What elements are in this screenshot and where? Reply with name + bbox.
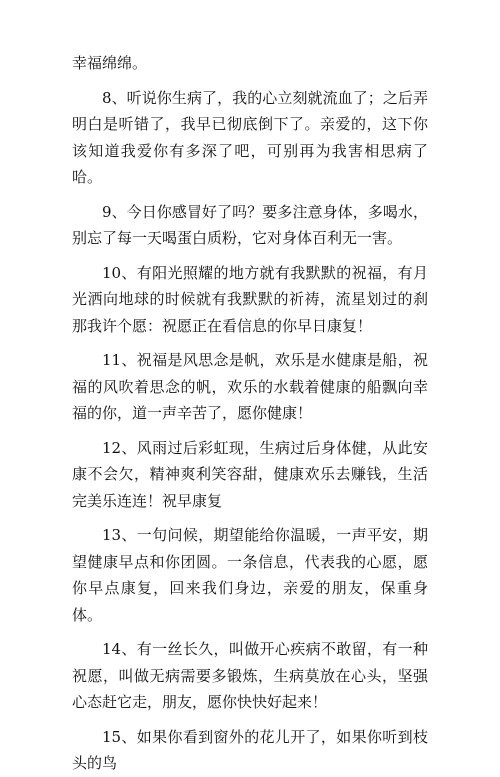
paragraph-item-11: 11、祝福是风思念是帆，欢乐是水健康是船，祝福的风吹着思念的帆，欢乐的水载着健康的船飘向幸福的你，道一声辛苦了，愿你健康！ [72, 351, 428, 422]
paragraph-item-12: 12、风雨过后彩虹现，生病过后身体健，从此安康不会欠，精神爽利笑容甜，健康欢乐去赚钱，生活完美乐连连！祝早康复 [72, 438, 428, 510]
paragraph-item-9: 9、今日你感冒好了吗？要多注意身体，多喝水，别忘了每一天喝蛋白质粉，它对身体百利无一害。 [72, 202, 428, 247]
paragraph-item-15: 15、如果你看到窗外的花儿开了，如果你听到枝头的鸟 [72, 727, 428, 772]
paragraph-continuation: 幸福绵绵。 [72, 54, 148, 72]
paragraph-item-13: 13、一句问候，期望能给你温暖，一声平安，期望健康早点和你团圆。一条信息，代表我的心愿，愿你早点康复，回来我们身边，亲爱的朋友，保重身体。 [72, 526, 428, 624]
paragraph-item-8: 8、听说你生病了，我的心立刻就流血了；之后弄明白是听错了，我早已彻底倒下了。亲爱的，这下你该知道我爱你有多深了吧，可别再为我害相思病了哈。 [72, 88, 428, 186]
paragraph-item-14: 14、有一丝长久，叫做开心疾病不敢留，有一种祝愿，叫做无病需要多锻炼，生病莫放在心头，坚强心态赶它走，朋友，愿你快快好起来！ [72, 640, 428, 711]
paragraph-item-10: 10、有阳光照耀的地方就有我默默的祝福，有月光洒向地球的时候就有我默默的祈祷，流星划过的刹那我许个愿：祝愿正在看信息的你早日康复！ [72, 263, 428, 335]
